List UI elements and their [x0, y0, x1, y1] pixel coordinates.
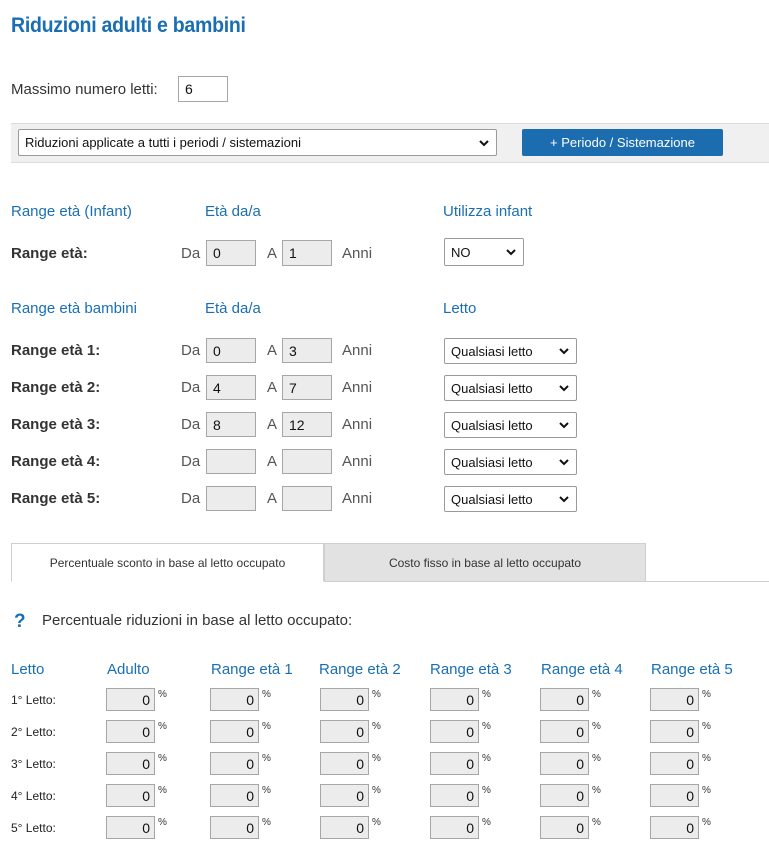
child-from-label-1: Da [181, 342, 201, 359]
percent-sign: % [482, 785, 491, 796]
child-from-label-3: Da [181, 416, 201, 433]
reduction-type-tabs [11, 543, 769, 582]
percent-input[interactable]: 0 [540, 816, 589, 839]
percent-input[interactable]: 0 [320, 688, 369, 711]
percent-input[interactable]: 0 [106, 784, 155, 807]
percent-input[interactable]: 0 [320, 720, 369, 743]
tab-fixed-cost[interactable]: Costo fisso in base al letto occupato [324, 543, 646, 582]
percent-input[interactable]: 0 [210, 784, 259, 807]
percent-input[interactable]: 0 [106, 688, 155, 711]
infant-to-input[interactable]: 1 [282, 240, 332, 266]
child-from-input-5[interactable] [206, 486, 256, 511]
percent-sign: % [262, 785, 271, 796]
percent-input[interactable]: 0 [106, 720, 155, 743]
percent-sign: % [158, 785, 167, 796]
children-age-header: Età da/a [205, 300, 261, 317]
percent-sign: % [158, 721, 167, 732]
grid-header-range-1: Range età 1 [211, 661, 293, 678]
child-range-label-2: Range età 2: [11, 379, 101, 396]
chevron-down-icon [505, 246, 517, 258]
child-bed-select-2[interactable] [444, 375, 577, 401]
reductions-title: Percentuale riduzioni in base al letto occupato: [42, 612, 353, 629]
child-from-input-2[interactable]: 4 [206, 375, 256, 400]
child-from-input-3[interactable]: 8 [206, 412, 256, 437]
max-beds-input[interactable]: 6 [178, 76, 228, 102]
percent-input[interactable]: 0 [650, 720, 699, 743]
chevron-down-icon [558, 345, 570, 357]
percent-input[interactable]: 0 [210, 688, 259, 711]
percent-sign: % [482, 689, 491, 700]
add-period-button[interactable]: + Periodo / Sistemazione [522, 129, 723, 156]
grid-header-bed: Letto [11, 661, 45, 678]
bed-row-label: 5° Letto: [11, 821, 56, 835]
chevron-down-icon [478, 137, 490, 149]
child-bed-select-4[interactable] [444, 449, 577, 475]
child-bed-value-2: Qualsiasi letto [451, 380, 533, 396]
grid-header-range-3: Range età 3 [430, 661, 512, 678]
chevron-down-icon [558, 419, 570, 431]
percent-sign: % [262, 689, 271, 700]
child-to-input-4[interactable] [282, 449, 332, 474]
percent-sign: % [158, 817, 167, 828]
percent-input[interactable]: 0 [540, 688, 589, 711]
child-range-label-4: Range età 4: [11, 453, 101, 470]
page-title: Riduzioni adulti e bambini [11, 14, 246, 37]
infant-age-header: Età da/a [205, 203, 261, 220]
percent-input[interactable]: 0 [210, 720, 259, 743]
chevron-down-icon [558, 382, 570, 394]
children-bed-header: Letto [443, 300, 477, 317]
scope-select[interactable] [18, 129, 497, 156]
child-to-input-1[interactable]: 3 [282, 338, 332, 363]
infant-from-input[interactable]: 0 [206, 240, 256, 266]
percent-sign: % [372, 721, 381, 732]
child-bed-select-3[interactable] [444, 412, 577, 438]
percent-input[interactable]: 0 [430, 784, 479, 807]
percent-sign: % [482, 753, 491, 764]
percent-input[interactable]: 0 [650, 784, 699, 807]
child-to-label-4: A [267, 453, 278, 470]
child-range-label-1: Range età 1: [11, 342, 101, 359]
max-beds-label: Massimo numero letti: [11, 81, 158, 98]
percent-sign: % [702, 817, 711, 828]
percent-input[interactable]: 0 [106, 752, 155, 775]
child-bed-value-4: Qualsiasi letto [451, 454, 533, 470]
child-range-label-3: Range età 3: [11, 416, 101, 433]
infant-range-header: Range età (Infant) [11, 203, 132, 220]
percent-sign: % [592, 721, 601, 732]
percent-sign: % [482, 817, 491, 828]
percent-input[interactable]: 0 [430, 752, 479, 775]
infant-from-label: Da [181, 245, 201, 262]
percent-sign: % [372, 817, 381, 828]
bed-row-label: 3° Letto: [11, 757, 56, 771]
child-years-label-5: Anni [342, 490, 373, 507]
percent-sign: % [372, 785, 381, 796]
child-years-label-2: Anni [342, 379, 373, 396]
percent-input[interactable]: 0 [210, 816, 259, 839]
child-from-input-1[interactable]: 0 [206, 338, 256, 363]
percent-input[interactable]: 0 [650, 688, 699, 711]
child-from-label-5: Da [181, 490, 201, 507]
child-years-label-1: Anni [342, 342, 373, 359]
child-bed-select-5[interactable] [444, 486, 577, 512]
child-bed-value-5: Qualsiasi letto [451, 491, 533, 507]
child-to-label-5: A [267, 490, 278, 507]
child-range-label-5: Range età 5: [11, 490, 101, 507]
percent-input[interactable]: 0 [430, 816, 479, 839]
infant-years-label: Anni [342, 245, 373, 262]
infant-use-select[interactable] [444, 238, 524, 266]
percent-input[interactable]: 0 [540, 784, 589, 807]
infant-use-value: NO [451, 244, 471, 260]
percent-sign: % [592, 817, 601, 828]
percent-input[interactable]: 0 [320, 816, 369, 839]
grid-header-range-4: Range età 4 [541, 661, 623, 678]
child-from-label-2: Da [181, 379, 201, 396]
infant-use-header: Utilizza infant [443, 203, 533, 220]
percent-sign: % [702, 721, 711, 732]
percent-input[interactable]: 0 [210, 752, 259, 775]
child-to-input-2[interactable]: 7 [282, 375, 332, 400]
percent-sign: % [372, 753, 381, 764]
infant-to-label: A [267, 245, 278, 262]
child-to-input-3[interactable]: 12 [282, 412, 332, 437]
grid-header-adult: Adulto [107, 661, 150, 678]
grid-header-range-5: Range età 5 [651, 661, 733, 678]
percent-input[interactable]: 0 [106, 816, 155, 839]
percent-input[interactable]: 0 [650, 752, 699, 775]
scope-select-value: Riduzioni applicate a tutti i periodi / sistemazioni [25, 135, 302, 150]
percent-input[interactable]: 0 [540, 752, 589, 775]
child-to-input-5[interactable] [282, 486, 332, 511]
child-bed-value-3: Qualsiasi letto [451, 417, 533, 433]
child-years-label-3: Anni [342, 416, 373, 433]
percent-sign: % [158, 753, 167, 764]
child-from-input-4[interactable] [206, 449, 256, 474]
child-to-label-3: A [267, 416, 278, 433]
percent-sign: % [372, 689, 381, 700]
percent-sign: % [482, 721, 491, 732]
percent-sign: % [592, 689, 601, 700]
child-from-label-4: Da [181, 453, 201, 470]
percent-input[interactable]: 0 [540, 720, 589, 743]
help-icon[interactable]: ? [14, 611, 26, 632]
percent-sign: % [158, 689, 167, 700]
bed-row-label: 4° Letto: [11, 789, 56, 803]
percent-input[interactable]: 0 [430, 688, 479, 711]
child-to-label-1: A [267, 342, 278, 359]
percent-sign: % [592, 753, 601, 764]
percent-sign: % [702, 785, 711, 796]
percent-sign: % [702, 689, 711, 700]
percent-input[interactable]: 0 [650, 816, 699, 839]
child-to-label-2: A [267, 379, 278, 396]
children-range-header: Range età bambini [11, 300, 137, 317]
child-bed-select-1[interactable] [444, 338, 577, 364]
percent-input[interactable]: 0 [320, 784, 369, 807]
chevron-down-icon [558, 493, 570, 505]
grid-header-range-2: Range età 2 [319, 661, 401, 678]
tab-percent-discount[interactable]: Percentuale sconto in base al letto occupato [11, 543, 324, 582]
percent-sign: % [592, 785, 601, 796]
percent-sign: % [262, 817, 271, 828]
infant-row-label: Range età: [11, 245, 88, 262]
percent-input[interactable]: 0 [320, 752, 369, 775]
bed-row-label: 1° Letto: [11, 693, 56, 707]
percent-sign: % [702, 753, 711, 764]
child-bed-value-1: Qualsiasi letto [451, 343, 533, 359]
percent-sign: % [262, 753, 271, 764]
bed-row-label: 2° Letto: [11, 725, 56, 739]
chevron-down-icon [558, 456, 570, 468]
percent-input[interactable]: 0 [430, 720, 479, 743]
percent-sign: % [262, 721, 271, 732]
child-years-label-4: Anni [342, 453, 373, 470]
